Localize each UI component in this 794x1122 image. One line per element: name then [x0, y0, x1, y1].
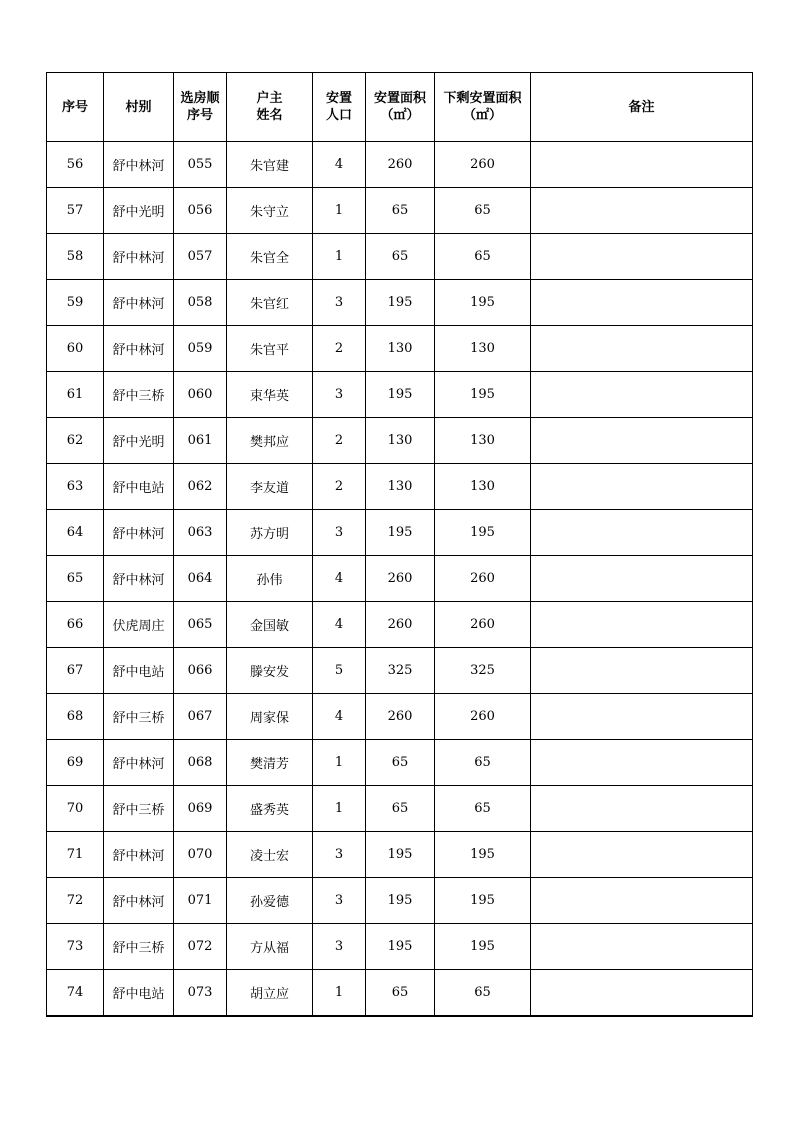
cell-remark: [531, 464, 753, 510]
cell-remaining-area: 130: [435, 326, 531, 372]
cell-area: 65: [366, 234, 435, 280]
cell-village: 舒中三桥: [104, 786, 174, 832]
table-row: [47, 878, 753, 924]
cell-remark: [531, 234, 753, 280]
cell-owner-name: 朱官红: [227, 280, 313, 326]
cell-people: 2: [313, 418, 366, 464]
cell-area: 65: [366, 188, 435, 234]
cell-owner-name: 束华英: [227, 372, 313, 418]
cell-people: 2: [313, 326, 366, 372]
cell-remaining-area: 130: [435, 418, 531, 464]
cell-village: 伏虎周庄: [104, 602, 174, 648]
cell-owner-name: 朱官平: [227, 326, 313, 372]
cell-area: 325: [366, 648, 435, 694]
cell-people: 1: [313, 740, 366, 786]
cell-people: 4: [313, 694, 366, 740]
cell-owner-name: 方从福: [227, 924, 313, 970]
cell-village: 舒中林河: [104, 740, 174, 786]
cell-people: 4: [313, 142, 366, 188]
cell-area: 130: [366, 326, 435, 372]
cell-remaining-area: 260: [435, 142, 531, 188]
cell-remaining-area: 65: [435, 970, 531, 1017]
table-row: [47, 556, 753, 602]
cell-area: 260: [366, 602, 435, 648]
cell-seq: 67: [47, 648, 104, 694]
cell-choose-order: 071: [174, 878, 227, 924]
cell-owner-name: 朱守立: [227, 188, 313, 234]
cell-people: 1: [313, 188, 366, 234]
cell-people: 4: [313, 556, 366, 602]
cell-seq: 60: [47, 326, 104, 372]
table-row: [47, 694, 753, 740]
cell-seq: 57: [47, 188, 104, 234]
cell-remaining-area: 65: [435, 786, 531, 832]
cell-owner-name: 孙伟: [227, 556, 313, 602]
cell-seq: 68: [47, 694, 104, 740]
resettlement-table: [46, 72, 753, 1017]
cell-village: 舒中林河: [104, 234, 174, 280]
header-remark: 备注: [531, 73, 753, 142]
cell-village: 舒中三桥: [104, 694, 174, 740]
cell-choose-order: 062: [174, 464, 227, 510]
cell-remaining-area: 195: [435, 878, 531, 924]
cell-seq: 72: [47, 878, 104, 924]
cell-remaining-area: 260: [435, 556, 531, 602]
cell-area: 65: [366, 970, 435, 1017]
cell-choose-order: 068: [174, 740, 227, 786]
cell-remark: [531, 694, 753, 740]
header-people: 安置 人口: [313, 73, 366, 142]
cell-village: 舒中林河: [104, 510, 174, 556]
cell-remaining-area: 65: [435, 188, 531, 234]
cell-remark: [531, 924, 753, 970]
cell-choose-order: 060: [174, 372, 227, 418]
cell-village: 舒中林河: [104, 280, 174, 326]
cell-people: 3: [313, 924, 366, 970]
cell-seq: 73: [47, 924, 104, 970]
cell-seq: 70: [47, 786, 104, 832]
cell-area: 130: [366, 418, 435, 464]
cell-seq: 69: [47, 740, 104, 786]
cell-people: 1: [313, 234, 366, 280]
cell-area: 65: [366, 740, 435, 786]
cell-people: 3: [313, 878, 366, 924]
cell-seq: 56: [47, 142, 104, 188]
cell-choose-order: 064: [174, 556, 227, 602]
cell-remaining-area: 195: [435, 832, 531, 878]
cell-remark: [531, 372, 753, 418]
cell-owner-name: 李友道: [227, 464, 313, 510]
cell-people: 1: [313, 786, 366, 832]
cell-area: 195: [366, 878, 435, 924]
cell-village: 舒中林河: [104, 832, 174, 878]
cell-people: 1: [313, 970, 366, 1017]
cell-remaining-area: 65: [435, 740, 531, 786]
cell-choose-order: 065: [174, 602, 227, 648]
cell-choose-order: 073: [174, 970, 227, 1017]
cell-area: 260: [366, 142, 435, 188]
cell-people: 5: [313, 648, 366, 694]
cell-owner-name: 盛秀英: [227, 786, 313, 832]
cell-remaining-area: 325: [435, 648, 531, 694]
cell-choose-order: 070: [174, 832, 227, 878]
cell-owner-name: 凌士宏: [227, 832, 313, 878]
cell-owner-name: 金国敏: [227, 602, 313, 648]
cell-owner-name: 樊清芳: [227, 740, 313, 786]
cell-remark: [531, 326, 753, 372]
header-row: [47, 73, 753, 142]
cell-seq: 65: [47, 556, 104, 602]
header-remaining-area: 下剩安置面积 （㎡）: [435, 73, 531, 142]
header-village: 村别: [104, 73, 174, 142]
cell-seq: 66: [47, 602, 104, 648]
cell-remaining-area: 195: [435, 510, 531, 556]
table-row: [47, 418, 753, 464]
cell-remaining-area: 130: [435, 464, 531, 510]
cell-village: 舒中林河: [104, 878, 174, 924]
cell-people: 2: [313, 464, 366, 510]
cell-remark: [531, 188, 753, 234]
cell-owner-name: 朱官建: [227, 142, 313, 188]
cell-village: 舒中三桥: [104, 372, 174, 418]
cell-people: 3: [313, 832, 366, 878]
cell-village: 舒中电站: [104, 648, 174, 694]
cell-choose-order: 069: [174, 786, 227, 832]
cell-choose-order: 063: [174, 510, 227, 556]
cell-remark: [531, 556, 753, 602]
cell-choose-order: 056: [174, 188, 227, 234]
table-row: [47, 740, 753, 786]
cell-owner-name: 周家保: [227, 694, 313, 740]
table-row: [47, 786, 753, 832]
cell-owner-name: 胡立应: [227, 970, 313, 1017]
cell-remaining-area: 195: [435, 280, 531, 326]
cell-village: 舒中电站: [104, 464, 174, 510]
cell-remark: [531, 142, 753, 188]
cell-remark: [531, 648, 753, 694]
cell-village: 舒中林河: [104, 326, 174, 372]
cell-remaining-area: 195: [435, 924, 531, 970]
cell-area: 195: [366, 280, 435, 326]
header-seq: 序号: [47, 73, 104, 142]
cell-choose-order: 067: [174, 694, 227, 740]
table-row: [47, 326, 753, 372]
table-row: [47, 648, 753, 694]
header-choose-order: 选房顺 序号: [174, 73, 227, 142]
cell-village: 舒中电站: [104, 970, 174, 1017]
cell-village: 舒中光明: [104, 188, 174, 234]
cell-remark: [531, 740, 753, 786]
table-row: [47, 372, 753, 418]
cell-remark: [531, 832, 753, 878]
cell-people: 4: [313, 602, 366, 648]
cell-seq: 63: [47, 464, 104, 510]
cell-area: 195: [366, 372, 435, 418]
cell-remaining-area: 260: [435, 694, 531, 740]
cell-choose-order: 061: [174, 418, 227, 464]
cell-remark: [531, 418, 753, 464]
cell-choose-order: 066: [174, 648, 227, 694]
cell-owner-name: 朱官全: [227, 234, 313, 280]
cell-owner-name: 樊邦应: [227, 418, 313, 464]
cell-people: 3: [313, 280, 366, 326]
cell-choose-order: 059: [174, 326, 227, 372]
cell-village: 舒中林河: [104, 142, 174, 188]
cell-seq: 61: [47, 372, 104, 418]
table-row: [47, 924, 753, 970]
table-row: [47, 832, 753, 878]
cell-village: 舒中光明: [104, 418, 174, 464]
cell-choose-order: 058: [174, 280, 227, 326]
cell-remark: [531, 510, 753, 556]
cell-area: 260: [366, 556, 435, 602]
cell-remaining-area: 260: [435, 602, 531, 648]
table-row: [47, 280, 753, 326]
table-row: [47, 970, 753, 1017]
table-row: [47, 234, 753, 280]
cell-village: 舒中林河: [104, 556, 174, 602]
cell-seq: 74: [47, 970, 104, 1017]
header-area: 安置面积 （㎡）: [366, 73, 435, 142]
header-owner-name: 户主 姓名: [227, 73, 313, 142]
cell-people: 3: [313, 372, 366, 418]
table-row: [47, 602, 753, 648]
cell-seq: 64: [47, 510, 104, 556]
cell-area: 130: [366, 464, 435, 510]
table-row: [47, 510, 753, 556]
cell-area: 195: [366, 924, 435, 970]
cell-remaining-area: 65: [435, 234, 531, 280]
cell-owner-name: 孙爱德: [227, 878, 313, 924]
cell-area: 195: [366, 832, 435, 878]
cell-choose-order: 055: [174, 142, 227, 188]
cell-area: 65: [366, 786, 435, 832]
cell-owner-name: 苏方明: [227, 510, 313, 556]
cell-seq: 59: [47, 280, 104, 326]
cell-remaining-area: 195: [435, 372, 531, 418]
cell-choose-order: 072: [174, 924, 227, 970]
cell-people: 3: [313, 510, 366, 556]
table-row: [47, 464, 753, 510]
cell-choose-order: 057: [174, 234, 227, 280]
cell-remark: [531, 786, 753, 832]
cell-seq: 62: [47, 418, 104, 464]
cell-village: 舒中三桥: [104, 924, 174, 970]
cell-area: 260: [366, 694, 435, 740]
cell-remark: [531, 280, 753, 326]
cell-remark: [531, 878, 753, 924]
cell-remark: [531, 970, 753, 1017]
table-row: [47, 142, 753, 188]
cell-seq: 58: [47, 234, 104, 280]
cell-seq: 71: [47, 832, 104, 878]
cell-area: 195: [366, 510, 435, 556]
table-row: [47, 188, 753, 234]
cell-remark: [531, 602, 753, 648]
cell-owner-name: 滕安发: [227, 648, 313, 694]
